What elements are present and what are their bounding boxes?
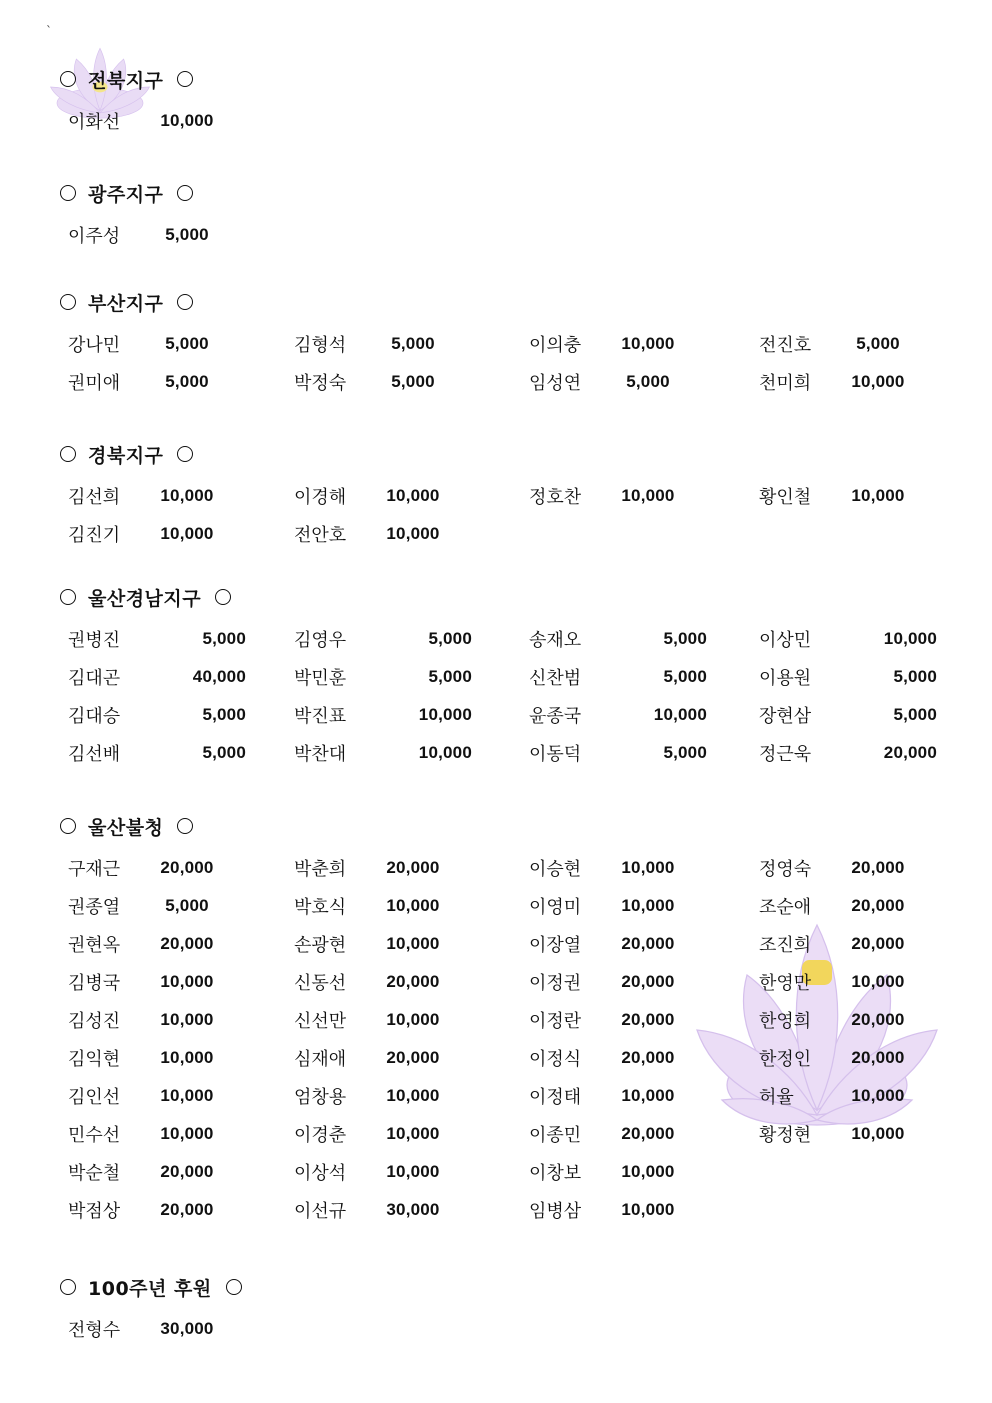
donor-entry bbox=[60, 1316, 286, 1342]
donation-amount: 10,000 bbox=[386, 896, 440, 915]
donor-name: 조순애 bbox=[759, 897, 812, 918]
donor-entry bbox=[60, 855, 286, 881]
section-header bbox=[60, 439, 981, 469]
donor-name: 김대곤 bbox=[68, 668, 121, 689]
donor-name: 박정숙 bbox=[294, 373, 347, 394]
donor-name: 김선희 bbox=[68, 487, 121, 508]
donation-amount: 10,000 bbox=[621, 486, 675, 505]
circle-bullet-icon bbox=[215, 589, 231, 605]
donor-name: 권병진 bbox=[68, 630, 121, 651]
donor-name: 천미희 bbox=[759, 373, 812, 394]
donor-entry bbox=[60, 521, 286, 547]
section-header bbox=[60, 582, 981, 612]
donation-amount: 20,000 bbox=[851, 896, 905, 915]
donor-entry bbox=[521, 855, 751, 881]
donor-row bbox=[60, 925, 981, 963]
donation-amount: 10,000 bbox=[386, 1124, 440, 1143]
donation-amount: 20,000 bbox=[621, 1010, 675, 1029]
donor-name: 박순철 bbox=[68, 1163, 121, 1184]
donor-grid bbox=[60, 102, 286, 140]
circle-bullet-icon bbox=[60, 294, 76, 310]
donor-row bbox=[60, 696, 981, 734]
donation-amount: 30,000 bbox=[386, 1200, 440, 1219]
donor-name: 황인철 bbox=[759, 487, 812, 508]
donation-amount: 5,000 bbox=[202, 629, 246, 648]
donor-entry bbox=[60, 1045, 286, 1071]
donor-name: 전진호 bbox=[759, 335, 812, 356]
circle-bullet-icon bbox=[60, 818, 76, 834]
donor-grid bbox=[60, 849, 981, 1229]
donation-amount: 5,000 bbox=[893, 667, 937, 686]
donor-name: 엄창용 bbox=[294, 1087, 347, 1108]
donation-amount: 10,000 bbox=[851, 372, 905, 391]
donor-entry bbox=[751, 893, 981, 919]
donor-name: 김인선 bbox=[68, 1087, 121, 1108]
donor-name: 강나민 bbox=[68, 335, 121, 356]
donor-name: 민수선 bbox=[68, 1125, 121, 1146]
section-0 bbox=[60, 64, 286, 140]
donor-name: 이정식 bbox=[529, 1049, 582, 1070]
donor-row bbox=[60, 1115, 981, 1153]
donor-row bbox=[60, 102, 286, 140]
donation-amount: 5,000 bbox=[165, 225, 209, 244]
donor-row bbox=[60, 849, 981, 887]
donor-name: 김선배 bbox=[68, 744, 121, 765]
donation-amount: 10,000 bbox=[621, 1086, 675, 1105]
donor-name: 박진표 bbox=[294, 706, 347, 727]
section-header bbox=[60, 64, 286, 94]
donor-row bbox=[60, 477, 981, 515]
section-header bbox=[60, 1272, 286, 1302]
donor-entry bbox=[751, 1083, 981, 1109]
donation-amount: 5,000 bbox=[663, 743, 707, 762]
donation-amount: 20,000 bbox=[160, 934, 214, 953]
donor-row bbox=[60, 658, 981, 696]
donor-entry bbox=[521, 1045, 751, 1071]
section-4 bbox=[60, 582, 981, 772]
donor-name: 한정인 bbox=[759, 1049, 812, 1070]
donor-name: 송재오 bbox=[529, 630, 582, 651]
donor-entry bbox=[286, 1083, 521, 1109]
donation-amount: 20,000 bbox=[851, 858, 905, 877]
donor-row bbox=[60, 963, 981, 1001]
donor-entry bbox=[751, 1045, 981, 1071]
donation-amount: 5,000 bbox=[202, 705, 246, 724]
donor-entry bbox=[751, 969, 981, 995]
donor-entry bbox=[751, 483, 981, 509]
donor-name: 윤종국 bbox=[529, 706, 582, 727]
donor-entry bbox=[521, 369, 751, 395]
donor-entry bbox=[751, 855, 981, 881]
donor-name: 이영미 bbox=[529, 897, 582, 918]
donor-name: 손광현 bbox=[294, 935, 347, 956]
circle-bullet-icon bbox=[60, 446, 76, 462]
donation-amount: 20,000 bbox=[621, 972, 675, 991]
donation-amount: 10,000 bbox=[418, 705, 472, 724]
donor-name: 박찬대 bbox=[294, 744, 347, 765]
donation-amount: 10,000 bbox=[160, 524, 214, 543]
circle-bullet-icon bbox=[177, 818, 193, 834]
donor-entry bbox=[60, 483, 286, 509]
circle-bullet-icon bbox=[226, 1279, 242, 1295]
donor-name: 이승현 bbox=[529, 859, 582, 880]
section-header bbox=[60, 287, 981, 317]
donor-entry bbox=[521, 969, 751, 995]
donor-name: 김영우 bbox=[294, 630, 347, 651]
donor-name: 이동덕 bbox=[529, 744, 582, 765]
donation-amount: 10,000 bbox=[386, 486, 440, 505]
donor-entry bbox=[521, 1083, 751, 1109]
circle-bullet-icon bbox=[177, 294, 193, 310]
donation-amount: 10,000 bbox=[160, 111, 214, 130]
donor-entry bbox=[286, 1007, 521, 1033]
section-title: 전북지구 bbox=[88, 69, 164, 92]
donor-name: 이경해 bbox=[294, 487, 347, 508]
donor-name: 이의충 bbox=[529, 335, 582, 356]
donor-name: 구재근 bbox=[68, 859, 121, 880]
donor-entry bbox=[286, 740, 521, 766]
donation-amount: 5,000 bbox=[428, 667, 472, 686]
donor-grid bbox=[60, 216, 286, 254]
donor-row bbox=[60, 216, 286, 254]
donor-grid bbox=[60, 325, 981, 401]
donation-amount: 10,000 bbox=[386, 1162, 440, 1181]
donor-entry bbox=[286, 1121, 521, 1147]
donor-name: 박민훈 bbox=[294, 668, 347, 689]
donor-name: 이창보 bbox=[529, 1163, 582, 1184]
circle-bullet-icon bbox=[177, 185, 193, 201]
donation-amount: 20,000 bbox=[621, 1124, 675, 1143]
donor-row bbox=[60, 515, 981, 553]
donor-name: 정영숙 bbox=[759, 859, 812, 880]
donor-entry bbox=[60, 740, 286, 766]
donor-name: 임병삼 bbox=[529, 1201, 582, 1222]
donor-row bbox=[60, 620, 981, 658]
donation-amount: 20,000 bbox=[386, 972, 440, 991]
donor-entry bbox=[751, 702, 981, 728]
donor-entry bbox=[751, 369, 981, 395]
donation-amount: 20,000 bbox=[851, 1048, 905, 1067]
donor-entry bbox=[60, 1007, 286, 1033]
donation-amount: 10,000 bbox=[653, 705, 707, 724]
donation-amount: 10,000 bbox=[621, 334, 675, 353]
donor-row bbox=[60, 887, 981, 925]
donor-entry bbox=[286, 1159, 521, 1185]
donor-entry bbox=[521, 483, 751, 509]
donor-entry bbox=[286, 1197, 521, 1223]
section-title: 울산경남지구 bbox=[88, 587, 202, 610]
donation-amount: 5,000 bbox=[626, 372, 670, 391]
donor-entry bbox=[751, 740, 981, 766]
donation-amount: 30,000 bbox=[160, 1319, 214, 1338]
donor-entry bbox=[60, 1083, 286, 1109]
circle-bullet-icon bbox=[60, 185, 76, 201]
donor-entry bbox=[751, 664, 981, 690]
donation-amount: 10,000 bbox=[851, 972, 905, 991]
donation-amount: 20,000 bbox=[386, 858, 440, 877]
donor-entry bbox=[286, 483, 521, 509]
donor-entry bbox=[60, 626, 286, 652]
donation-amount: 5,000 bbox=[202, 743, 246, 762]
circle-bullet-icon bbox=[177, 446, 193, 462]
donor-name: 신동선 bbox=[294, 973, 347, 994]
donor-grid bbox=[60, 477, 981, 553]
donation-amount: 5,000 bbox=[856, 334, 900, 353]
section-header bbox=[60, 178, 286, 208]
donation-amount: 20,000 bbox=[621, 1048, 675, 1067]
donor-name: 권종열 bbox=[68, 897, 121, 918]
donor-name: 박점상 bbox=[68, 1201, 121, 1222]
donor-name: 이경춘 bbox=[294, 1125, 347, 1146]
donor-entry bbox=[751, 931, 981, 957]
section-2 bbox=[60, 287, 981, 401]
donation-amount: 10,000 bbox=[386, 524, 440, 543]
donor-name: 신찬범 bbox=[529, 668, 582, 689]
donor-row bbox=[60, 1039, 981, 1077]
corner-mark: ` bbox=[46, 24, 52, 38]
donation-amount: 5,000 bbox=[428, 629, 472, 648]
donor-row bbox=[60, 734, 981, 772]
donation-amount: 5,000 bbox=[165, 334, 209, 353]
donation-amount: 10,000 bbox=[160, 1086, 214, 1105]
donor-entry bbox=[60, 969, 286, 995]
circle-bullet-icon bbox=[177, 71, 193, 87]
donor-row bbox=[60, 1153, 981, 1191]
donor-entry bbox=[521, 931, 751, 957]
donor-entry bbox=[751, 331, 981, 357]
section-6 bbox=[60, 1272, 286, 1348]
donation-amount: 10,000 bbox=[386, 1086, 440, 1105]
donation-amount: 10,000 bbox=[851, 1086, 905, 1105]
donor-entry bbox=[286, 931, 521, 957]
donor-name: 김병국 bbox=[68, 973, 121, 994]
section-title: 광주지구 bbox=[88, 183, 164, 206]
donor-grid bbox=[60, 620, 981, 772]
donation-amount: 10,000 bbox=[386, 934, 440, 953]
donor-entry bbox=[286, 626, 521, 652]
donor-name: 신선만 bbox=[294, 1011, 347, 1032]
donation-amount: 20,000 bbox=[883, 743, 937, 762]
section-title: 울산불청 bbox=[88, 816, 164, 839]
donor-entry bbox=[60, 702, 286, 728]
donor-name: 권미애 bbox=[68, 373, 121, 394]
circle-bullet-icon bbox=[60, 1279, 76, 1295]
donor-entry bbox=[60, 1159, 286, 1185]
donation-amount: 10,000 bbox=[851, 1124, 905, 1143]
donor-name: 박춘희 bbox=[294, 859, 347, 880]
section-title: 경북지구 bbox=[88, 444, 164, 467]
section-3 bbox=[60, 439, 981, 553]
donor-name: 이종민 bbox=[529, 1125, 582, 1146]
donor-name: 권현옥 bbox=[68, 935, 121, 956]
donation-amount: 10,000 bbox=[621, 858, 675, 877]
donor-name: 김진기 bbox=[68, 525, 121, 546]
donor-name: 장현삼 bbox=[759, 706, 812, 727]
donor-row bbox=[60, 1001, 981, 1039]
donor-entry bbox=[521, 331, 751, 357]
donor-name: 정근욱 bbox=[759, 744, 812, 765]
donor-entry bbox=[286, 331, 521, 357]
donor-row bbox=[60, 363, 981, 401]
donor-entry bbox=[60, 931, 286, 957]
donor-name: 이상민 bbox=[759, 630, 812, 651]
donation-amount: 10,000 bbox=[851, 486, 905, 505]
donor-name: 이용원 bbox=[759, 668, 812, 689]
donor-name: 이정권 bbox=[529, 973, 582, 994]
donor-entry bbox=[751, 1121, 981, 1147]
donation-amount: 20,000 bbox=[851, 934, 905, 953]
donor-name: 이정태 bbox=[529, 1087, 582, 1108]
donation-amount: 10,000 bbox=[386, 1010, 440, 1029]
donor-name: 심재애 bbox=[294, 1049, 347, 1070]
donor-grid bbox=[60, 1310, 286, 1348]
donation-amount: 20,000 bbox=[160, 858, 214, 877]
donor-name: 이주성 bbox=[68, 226, 121, 247]
donor-entry bbox=[521, 893, 751, 919]
donation-amount: 10,000 bbox=[883, 629, 937, 648]
donation-amount: 10,000 bbox=[160, 1010, 214, 1029]
section-1 bbox=[60, 178, 286, 254]
donor-entry bbox=[286, 664, 521, 690]
donor-name: 김형석 bbox=[294, 335, 347, 356]
donor-name: 김성진 bbox=[68, 1011, 121, 1032]
donation-amount: 10,000 bbox=[160, 1124, 214, 1143]
donor-name: 이화선 bbox=[68, 112, 121, 133]
donation-amount: 5,000 bbox=[663, 667, 707, 686]
donor-entry bbox=[521, 1159, 751, 1185]
donation-amount: 10,000 bbox=[418, 743, 472, 762]
section-header bbox=[60, 811, 981, 841]
donor-row bbox=[60, 325, 981, 363]
donor-entry bbox=[60, 664, 286, 690]
donor-row bbox=[60, 1191, 981, 1229]
donor-name: 박호식 bbox=[294, 897, 347, 918]
donor-entry bbox=[286, 521, 521, 547]
circle-bullet-icon bbox=[60, 589, 76, 605]
donor-name: 한영희 bbox=[759, 1011, 812, 1032]
donor-entry bbox=[286, 1045, 521, 1071]
donor-entry bbox=[286, 855, 521, 881]
donation-amount: 10,000 bbox=[621, 896, 675, 915]
donor-entry bbox=[521, 664, 751, 690]
donor-entry bbox=[521, 1197, 751, 1223]
donation-amount: 10,000 bbox=[160, 972, 214, 991]
donation-amount: 5,000 bbox=[663, 629, 707, 648]
donor-entry bbox=[751, 626, 981, 652]
donor-entry bbox=[60, 1121, 286, 1147]
donation-amount: 40,000 bbox=[192, 667, 246, 686]
section-title: 100주년 후원 bbox=[88, 1277, 212, 1300]
donor-entry bbox=[60, 222, 286, 248]
donor-name: 전형수 bbox=[68, 1320, 121, 1341]
circle-bullet-icon bbox=[60, 71, 76, 87]
donor-entry bbox=[286, 702, 521, 728]
donor-entry bbox=[521, 1121, 751, 1147]
donor-name: 황정현 bbox=[759, 1125, 812, 1146]
donor-entry bbox=[60, 369, 286, 395]
donor-name: 이상석 bbox=[294, 1163, 347, 1184]
donation-amount: 20,000 bbox=[160, 1200, 214, 1219]
donation-amount: 10,000 bbox=[621, 1162, 675, 1181]
donor-entry bbox=[286, 369, 521, 395]
donor-entry bbox=[751, 1007, 981, 1033]
donation-amount: 20,000 bbox=[386, 1048, 440, 1067]
donation-amount: 5,000 bbox=[165, 896, 209, 915]
donor-entry bbox=[286, 969, 521, 995]
donor-name: 조진희 bbox=[759, 935, 812, 956]
donor-name: 한영만 bbox=[759, 973, 812, 994]
donor-entry bbox=[60, 1197, 286, 1223]
donation-amount: 5,000 bbox=[391, 372, 435, 391]
donation-amount: 10,000 bbox=[160, 486, 214, 505]
donor-entry bbox=[60, 331, 286, 357]
donor-name: 이정란 bbox=[529, 1011, 582, 1032]
donation-amount: 20,000 bbox=[160, 1162, 214, 1181]
donor-entry bbox=[60, 893, 286, 919]
donor-entry bbox=[60, 108, 286, 134]
donor-name: 이장열 bbox=[529, 935, 582, 956]
donor-row bbox=[60, 1310, 286, 1348]
donor-entry bbox=[521, 740, 751, 766]
donor-entry bbox=[521, 626, 751, 652]
donation-amount: 10,000 bbox=[621, 1200, 675, 1219]
donation-amount: 5,000 bbox=[391, 334, 435, 353]
donation-amount: 5,000 bbox=[165, 372, 209, 391]
donation-amount: 10,000 bbox=[160, 1048, 214, 1067]
donor-name: 허율 bbox=[759, 1087, 794, 1108]
donor-name: 김대승 bbox=[68, 706, 121, 727]
section-title: 부산지구 bbox=[88, 292, 164, 315]
donation-amount: 5,000 bbox=[893, 705, 937, 724]
donor-name: 정호찬 bbox=[529, 487, 582, 508]
donor-entry bbox=[286, 893, 521, 919]
donor-entry bbox=[521, 702, 751, 728]
donation-amount: 20,000 bbox=[851, 1010, 905, 1029]
donor-name: 전안호 bbox=[294, 525, 347, 546]
donor-row bbox=[60, 1077, 981, 1115]
donor-entry bbox=[521, 1007, 751, 1033]
donation-amount: 20,000 bbox=[621, 934, 675, 953]
donor-name: 임성연 bbox=[529, 373, 582, 394]
donor-name: 이선규 bbox=[294, 1201, 347, 1222]
section-5 bbox=[60, 811, 981, 1229]
donor-name: 김익현 bbox=[68, 1049, 121, 1070]
